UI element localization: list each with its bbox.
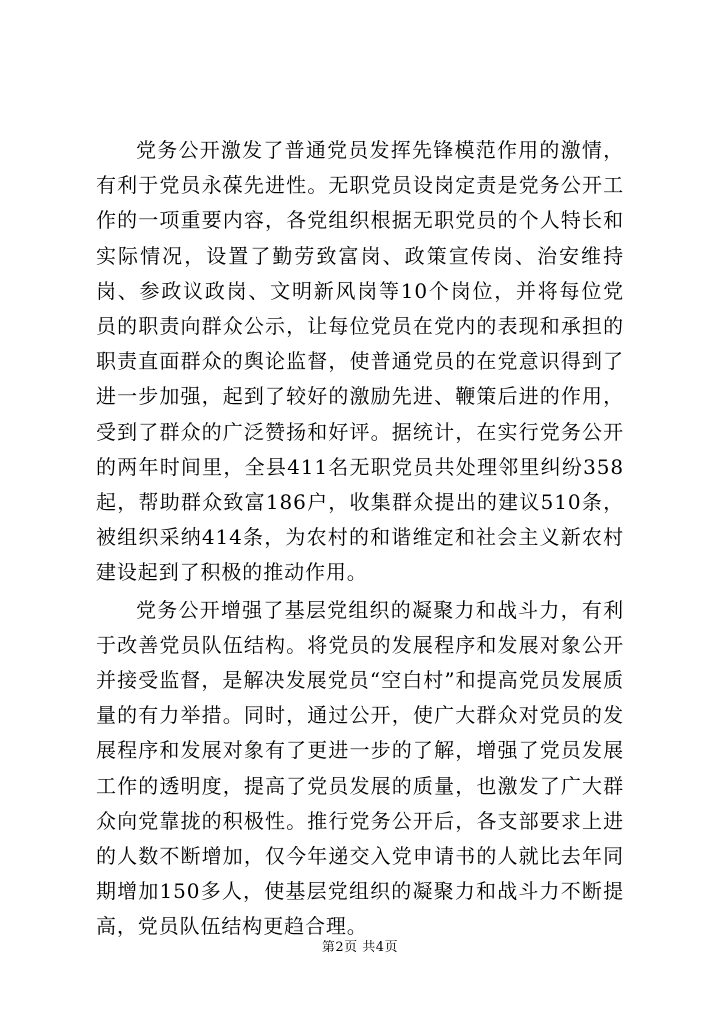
page-footer: 第2页 共4页	[321, 940, 399, 955]
paragraph-2: 党务公开增强了基层党组织的凝聚力和战斗力，有利于改善党员队伍结构。将党员的发展程序和发展对象公开并接受监督，是解决发展党员“空白村”和提高党员发展质量的有力举措。同时，通过公开，使广大群众对党员的发展程序和发展对象有了更进一步的了解，增强了党员发展工作的透明度，提高了党员发展的质量，也激发了广大群众向党靠拢的积极性。推行党务公开后，各支部要求上进的人数不断增加，仅今年递交入党申请书的人就比去年同期增加150多人，使基层党组织的凝聚力和战斗力不断提高，党员队伍结构更趋合理。	[96, 597, 624, 939]
paragraph-1: 党务公开激发了普通党员发挥先锋模范作用的激情，有利于党员永葆先进性。无职党员设岗定责是党务公开工作的一项重要内容，各党组织根据无职党员的个人特长和实际情况，设置了勤劳致富岗、政策宣传岗、治安维持岗、参政议政岗、文明新风岗等10个岗位，并将每位党员的职责向群众公示，让每位党员在党内的表现和承担的职责直面群众的舆论监督，使普通党员的在党意识得到了进一步加强，起到了较好的激励先进、鞭策后进的作用，受到了群众的广泛赞扬和好评。据统计，在实行党务公开的两年时间里，全县411名无职党员共处理邻里纠纷358起，帮助群众致富186户，收集群众提出的建议510条，被组织采纳414条，为农村的和谐维定和社会主义新农村建设起到了积极的推动作用。	[96, 138, 624, 585]
document-body	[96, 133, 624, 945]
